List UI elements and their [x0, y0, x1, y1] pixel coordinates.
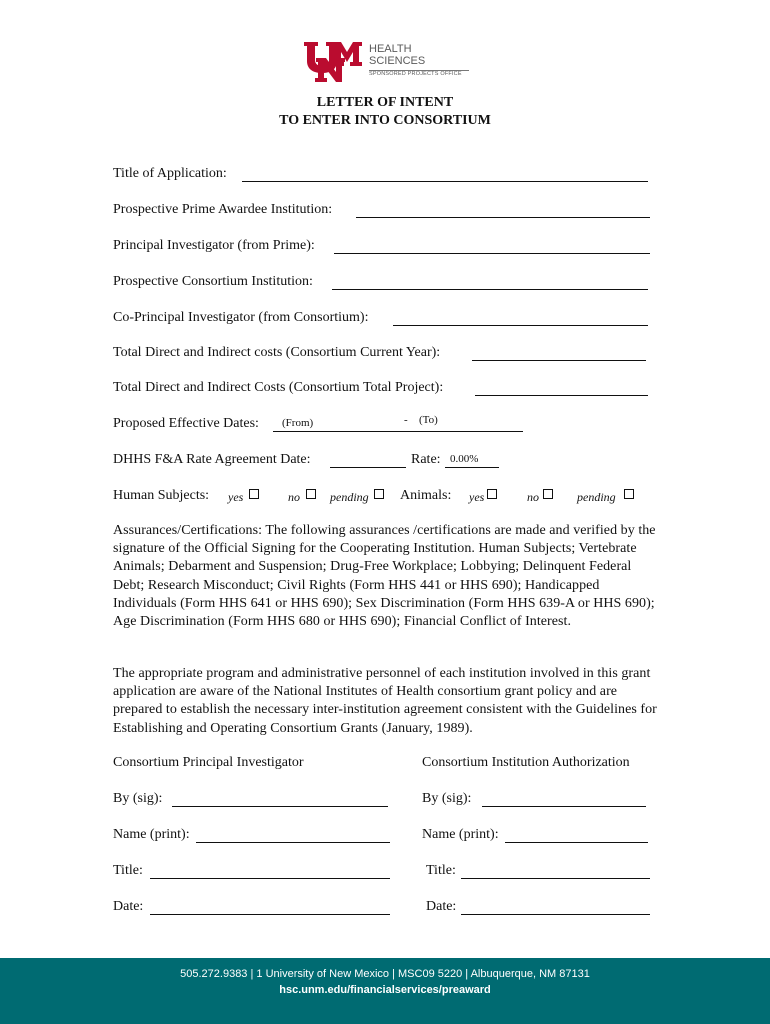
dhhs-label: DHHS F&A Rate Agreement Date:	[113, 452, 311, 467]
human-no-checkbox[interactable]	[306, 489, 316, 499]
animals-yes-label: yes	[469, 490, 485, 504]
right-signature-heading: Consortium Institution Authorization	[422, 755, 630, 770]
human-pending-label: pending	[330, 490, 369, 504]
prime-awardee-label: Prospective Prime Awardee Institution:	[113, 202, 333, 217]
human-yes-label: yes	[228, 490, 244, 504]
animals-pending-label: pending	[577, 490, 616, 504]
title-of-application-field[interactable]	[242, 167, 648, 182]
left-name-label: Name (print):	[113, 827, 190, 842]
logo-line-sciences: SCIENCES	[369, 55, 426, 67]
costs-current-field[interactable]	[472, 346, 646, 361]
human-yes-checkbox[interactable]	[249, 489, 259, 499]
footer-url[interactable]: hsc.unm.edu/financialservices/preaward	[279, 984, 491, 996]
footer-contact: 505.272.9383 | 1 University of New Mexico | MSC09 5220 | Albuquerque, NM 87131	[180, 968, 590, 980]
program-paragraph: The appropriate program and administrative personnel of each institution involved in this grant application are aware of the National Institutes of Health consortium grant policy and are prepared to establish the necessary inter-institution agreement consistent with the Guidelines for Establishing and Operating Consortium Grants (January, 1989).	[113, 666, 657, 736]
right-date-label: Date:	[426, 899, 457, 914]
dhhs-date-field[interactable]	[330, 453, 406, 468]
prime-awardee-field[interactable]	[356, 203, 650, 218]
right-title-label: Title:	[426, 863, 456, 878]
rate-value[interactable]: 0.00%	[450, 453, 479, 465]
effective-dates-label: Proposed Effective Dates:	[113, 416, 259, 431]
from-date-input[interactable]: (From)	[282, 417, 314, 429]
animals-label: Animals:	[400, 488, 452, 503]
left-signature-heading: Consortium Principal Investigator	[113, 755, 304, 770]
costs-total-label: Total Direct and Indirect Costs (Consortium Total Project):	[113, 380, 444, 395]
animals-yes-checkbox[interactable]	[487, 489, 497, 499]
rate-label: Rate:	[411, 452, 441, 467]
page-title-line2: TO ENTER INTO CONSORTIUM	[279, 113, 491, 128]
animals-pending-checkbox[interactable]	[624, 489, 634, 499]
left-by-label: By (sig):	[113, 791, 163, 806]
left-title-label: Title:	[113, 863, 143, 878]
right-by-label: By (sig):	[422, 791, 472, 806]
right-title-field[interactable]	[461, 864, 650, 879]
co-pi-label: Co-Principal Investigator (from Consortium):	[113, 310, 369, 325]
date-dash: -	[404, 414, 408, 426]
consortium-institution-label: Prospective Consortium Institution:	[113, 274, 313, 289]
unm-logo	[302, 40, 472, 82]
right-name-field[interactable]	[505, 828, 648, 843]
logo-line-office: SPONSORED PROJECTS OFFICE	[369, 71, 462, 77]
right-name-label: Name (print):	[422, 827, 499, 842]
co-pi-field[interactable]	[393, 311, 648, 326]
left-date-field[interactable]	[150, 900, 390, 915]
right-by-field[interactable]	[482, 792, 646, 807]
left-by-field[interactable]	[172, 792, 388, 807]
left-name-field[interactable]	[196, 828, 390, 843]
pi-prime-field[interactable]	[334, 239, 650, 254]
to-date-input[interactable]: (To)	[419, 414, 438, 426]
page-title-line1: LETTER OF INTENT	[316, 95, 454, 110]
costs-total-field[interactable]	[475, 381, 648, 396]
human-subjects-label: Human Subjects:	[113, 488, 210, 503]
left-date-label: Date:	[113, 899, 144, 914]
unm-monogram-icon	[302, 40, 362, 82]
consortium-institution-field[interactable]	[332, 275, 648, 290]
animals-no-label: no	[527, 490, 539, 504]
footer-bar	[0, 958, 770, 1024]
pi-prime-label: Principal Investigator (from Prime):	[113, 238, 315, 253]
costs-current-label: Total Direct and Indirect costs (Consortium Current Year):	[113, 345, 441, 360]
human-no-label: no	[288, 490, 300, 504]
human-pending-checkbox[interactable]	[374, 489, 384, 499]
assurances-paragraph: Assurances/Certifications: The following assurances /certifications are made and verified by the signature of the Official Signing for the Cooperating Institution. Human Subjects; Vertebrate Animals; Debarment and Suspension; Drug-Free Workplace; Lobbying; Delinquent Federal Debt; Research Misconduct; Civil Rights (Form HHS 441 or HHS 690); Handicapped Individuals (Form HHS 641 or HHS 690); Sex Discrimination (Form HHS 639-A or HHS 690); Age Discrimination (Form HHS 680 or HHS 690); Financial Conflict of Interest.	[113, 523, 656, 630]
animals-no-checkbox[interactable]	[543, 489, 553, 499]
left-title-field[interactable]	[150, 864, 390, 879]
right-date-field[interactable]	[461, 900, 650, 915]
logo-line-health: HEALTH	[369, 43, 412, 55]
title-of-application-label: Title of Application:	[113, 166, 227, 181]
